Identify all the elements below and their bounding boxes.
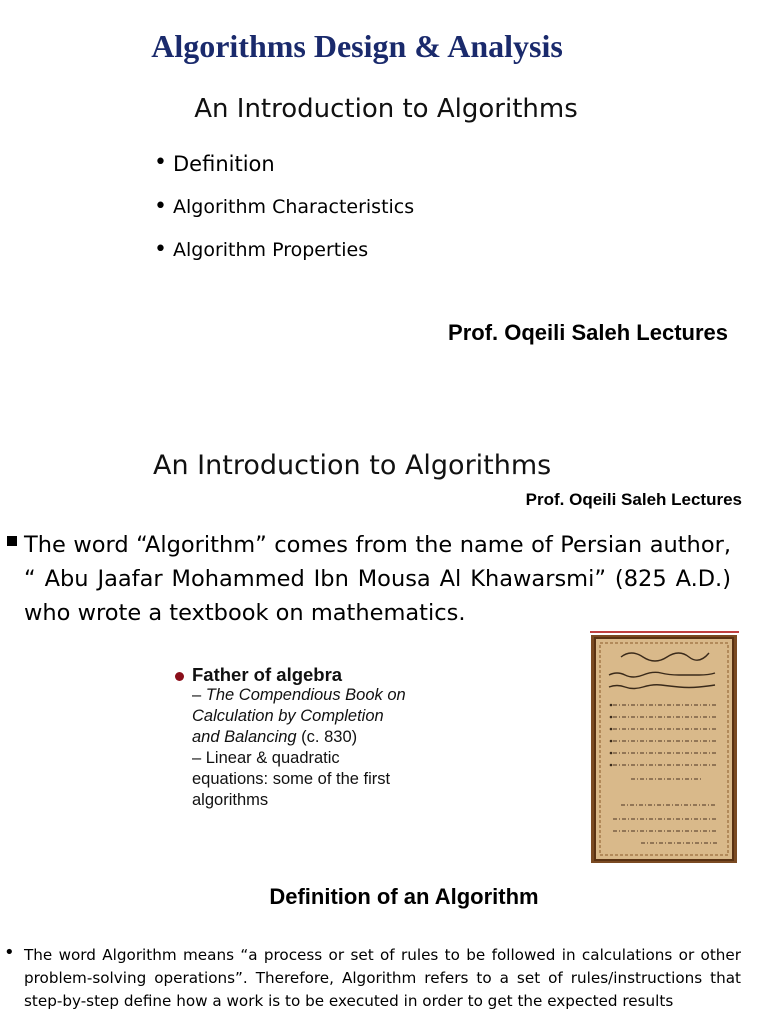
slide-title: Algorithms Design & Analysis [151, 28, 563, 64]
book-date: (c. 830) [296, 728, 358, 746]
author-credit: Prof. Oqeili Saleh Lectures [448, 320, 728, 345]
square-bullet-icon [7, 536, 17, 546]
topic-list [154, 152, 414, 261]
figure-body [192, 685, 410, 748]
manuscript-image [591, 635, 737, 863]
origin-paragraph: The word “Algorithm” comes from the name of Persian author, “ Abu Jaafar Mohammed Ibn Mousa Al Khawarsmi” (825 A.D.) who wrote a textbook on mathematics. [24, 532, 731, 626]
definition-paragraph: The word Algorithm means “a process or set of rules to be followed in calculations or other problem-solving operations”. Therefore, Algorithm refers to a set of rules/instructions that step-by-step define how a work is to be executed in order to get the expected results [24, 946, 741, 1010]
slide-subtitle: An Introduction to Algorithms [194, 94, 578, 124]
section-author-credit: Prof. Oqeili Saleh Lectures [525, 490, 742, 509]
figure-heading: Father of algebra [192, 664, 343, 685]
section-subtitle: An Introduction to Algorithms [153, 450, 552, 481]
algebra-figure [170, 664, 410, 811]
topic-item-characteristics: • Algorithm Characteristics [154, 196, 414, 239]
topic-item-properties: • Algorithm Properties [154, 239, 414, 261]
book-title: The Compendious Book on Calculation by Completion and Balancing [192, 686, 406, 746]
red-bullet-icon [175, 672, 184, 681]
figure-note: – Linear & quadratic equations: some of the first algorithms [192, 749, 391, 809]
figure-dash: – [192, 686, 206, 704]
bullet-icon: • [4, 942, 15, 963]
definition-title: Definition of an Algorithm [269, 884, 539, 909]
topic-item-definition: • Definition [154, 152, 414, 196]
manuscript-rule [590, 631, 739, 633]
